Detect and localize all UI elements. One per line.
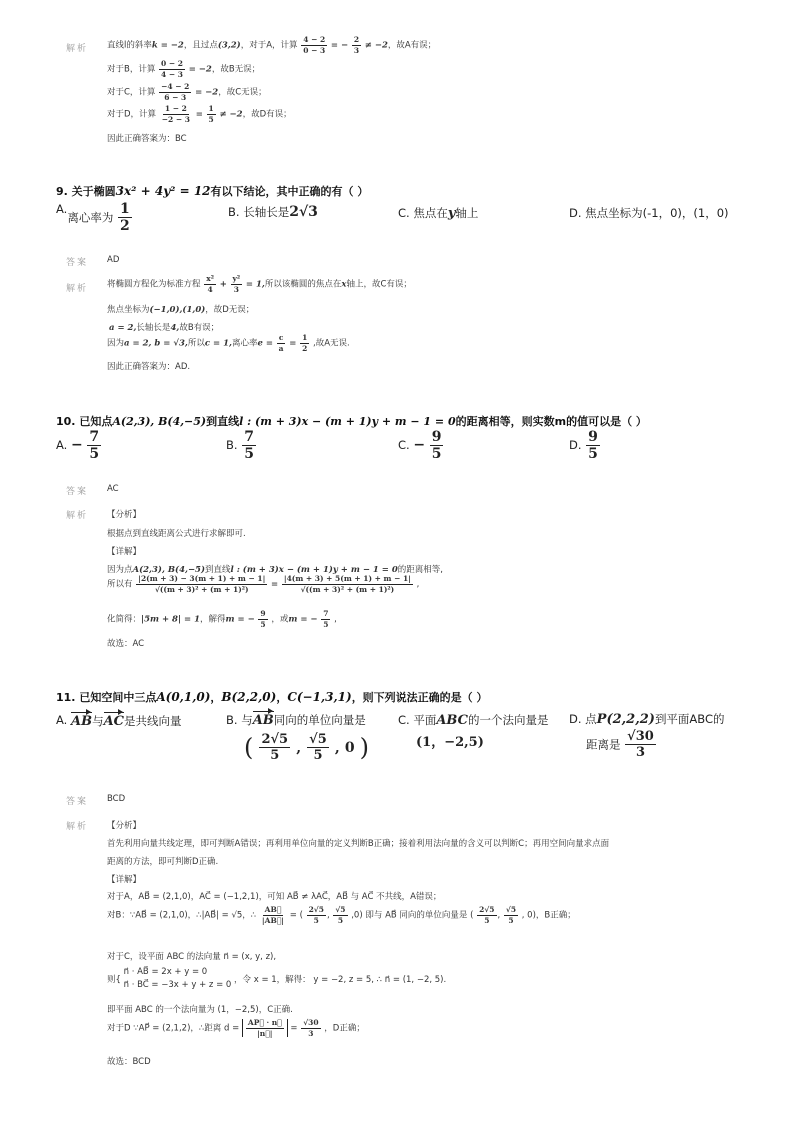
q10-detail-line1: 因为点A(2,3), B(4,−5)到直线l : (m + 3)x − (m + 1)y + m − 1 = 0的距离相等, <box>107 565 443 575</box>
q9-option-b[interactable]: B. 长轴长是2√3 <box>228 204 318 220</box>
q9-analysis-line4: 因为a = 2, b = √3,所以c = 1,离心率e = $\frac{c}{a}$ = $\frac{1}{2}$ ,故A无误. <box>107 333 350 353</box>
q10-option-d[interactable]: D. $\frac{9}{5}$ <box>569 429 598 462</box>
q9-option-a[interactable]: A.离心率为 $\frac{1}{2}$ <box>56 201 130 234</box>
q11-option-c[interactable]: C. 平面ABC的一个法向量是 <box>398 713 549 728</box>
q9-answer: AD <box>107 255 120 265</box>
q8-analysis-line1: 直线l的斜率k = −2，且过点(3,2)，对于A，计算 $\frac{4 - 2}{0 - 3}$ = − $\frac{2}{3}$ ≠ −2，故A有误； <box>107 35 437 55</box>
q11-option-c-vector: (1，−2,5) <box>416 735 484 750</box>
q9-analysis-line5: 因此正确答案为：AD. <box>107 362 191 372</box>
q10-option-b[interactable]: B. $\frac{7}{5}$ <box>226 429 254 462</box>
q11-option-d[interactable]: D. 点P(2,2,2)到平面ABC的 <box>569 712 725 727</box>
q10-answer: AC <box>107 484 119 494</box>
q11-detail-line7: 故选：BCD <box>107 1057 151 1067</box>
q9-analysis-line2: 焦点坐标为(−1,0),(1,0)，故D无误； <box>107 305 255 315</box>
q11-detail-line6: 对于D ∵AP⃗ = (2,1,2)，∴距离 d = $\frac{AP⃗ \cdot n⃗}{|n⃗|}$ = $\frac{√30}{3}$ ，D正确； <box>107 1018 365 1038</box>
answer-label: 答案 <box>66 797 89 807</box>
q9-stem: 9. 关于椭圆3x² + 4y² = 12有以下结论，其中正确的有（ ） <box>56 184 369 198</box>
q11-analysis-heading: 【分析】 <box>107 821 142 831</box>
q11-option-b[interactable]: B. 与AB同向的单位向量是 <box>226 713 366 728</box>
analysis-label: 解析 <box>66 284 89 294</box>
q8-analysis-line5: 因此正确答案为：BC <box>107 134 187 144</box>
q10-detail-line2: 所以有 $\frac{|2(m + 3) - 3(m + 1) + m - 1|}{\text{√((m + 3)² + (m + 1)²)}}$ = $\frac{|4(m + 3) + 5(m + 1) + m - 1|}{\text{√((m + 3)² + (m + 1)²)}}$ , <box>107 574 420 594</box>
q10-analysis-heading: 【分析】 <box>107 510 142 520</box>
q10-analysis-text: 根据点到直线距离公式进行求解即可. <box>107 529 246 539</box>
q11-detail-line2: 对B：∵AB⃗ = (2,1,0)，∴|AB⃗| = √5，∴ $\frac{AB⃗}{|AB⃗|}$ = ( $\frac{2√5}{5}$ , $\frac{√5}{5}$ ,0) 即与 AB⃗ 同向的单位向量是 ( $\frac{2√5}{5}$ , $\frac{√5}{5}$ , 0)，B正确； <box>107 905 576 925</box>
q10-option-a[interactable]: A. − $\frac{7}{5}$ <box>56 429 100 462</box>
q11-detail-line4: 则{ n⃗ · AB⃗ = 2x + y = 0 n⃗ · BC⃗ = −3x + y + z = 0 ，令 x = 1，解得： y = −2, z = 5, ∴ n⃗ = (1, −2, 5). <box>107 967 447 990</box>
q11-stem: 11. 已知空间中三点A(0,1,0)，B(2,2,0)，C(−1,3,1)，则下列说法正确的是（ ） <box>56 690 488 704</box>
q10-detail-heading: 【详解】 <box>107 547 142 557</box>
analysis-label: 解析 <box>66 44 89 54</box>
q11-detail-heading: 【详解】 <box>107 875 142 885</box>
q9-option-d[interactable]: D. 焦点坐标为(-1，0)，(1，0) <box>569 206 729 220</box>
analysis-label: 解析 <box>66 511 89 521</box>
answer-label: 答案 <box>66 258 89 268</box>
q11-option-d-distance: 距离是 $\frac{√30}{3}$ <box>586 729 654 760</box>
q8-analysis-line2: 对于B，计算 $\frac{0 - 2}{4 - 3}$ = −2，故B无误； <box>107 59 261 79</box>
q10-stem: 10. 已知点A(2,3), B(4,−5)到直线l : (m + 3)x − (m + 1)y + m − 1 = 0的距离相等，则实数m的值可以是（ ） <box>56 415 647 428</box>
q11-answer: BCD <box>107 794 126 804</box>
q11-detail-line3: 对于C，设平面 ABC 的法向量 n⃗ = (x, y, z), <box>107 952 277 962</box>
answer-label: 答案 <box>66 487 89 497</box>
q9-analysis-line1: 将椭圆方程化为标准方程 $\frac{\text{x²}}{4}$ + $\frac{\text{y²}}{3}$ = 1,所以该椭圆的焦点在x轴上，故C有误； <box>107 274 412 294</box>
q11-option-b-vector: ( $\frac{2√5}{5}$ , $\frac{√5}{5}$ , 0 ) <box>244 732 370 763</box>
q10-detail-line4: 故选：AC <box>107 639 145 649</box>
q11-option-a[interactable]: A. AB与AC是共线向量 <box>56 713 182 729</box>
q10-detail-line3: 化简得：|5m + 8| = 1，解得m = − $\frac{9}{5}$ ，或m = − $\frac{7}{5}$ , <box>107 609 337 629</box>
q9-option-c[interactable]: C. 焦点在y轴上 <box>398 206 479 221</box>
q8-analysis-line4: 对于D，计算 $\frac{1 - 2}{-2 - 3}$ = $\frac{1}{5}$ ≠ −2，故D有误； <box>107 104 292 124</box>
q11-analysis-text1: 首先利用向量共线定理，即可判断A错误；再利用单位向量的定义判断B正确；接着利用法向量的含义可以判断C；再用空间向量求点面 <box>107 839 610 849</box>
q8-analysis-line3: 对于C，计算 $\frac{-4 - 2}{6 - 3}$ = −2，故C无误； <box>107 82 267 102</box>
q11-detail-line1: 对于A，AB⃗ = (2,1,0)，AC⃗ = (−1,2,1)，可知 AB⃗ ≠ λAC⃗，AB⃗ 与 AC⃗ 不共线，A错误； <box>107 892 442 902</box>
q11-detail-line5: 即平面 ABC 的一个法向量为 (1，−2,5)，C正确. <box>107 1005 293 1015</box>
q9-analysis-line3: a = 2,长轴长是4,故B有误； <box>109 323 220 333</box>
q10-option-c[interactable]: C. − $\frac{9}{5}$ <box>398 429 442 462</box>
analysis-label: 解析 <box>66 822 89 832</box>
q11-analysis-text2: 距离的方法，即可判断D正确. <box>107 857 219 867</box>
